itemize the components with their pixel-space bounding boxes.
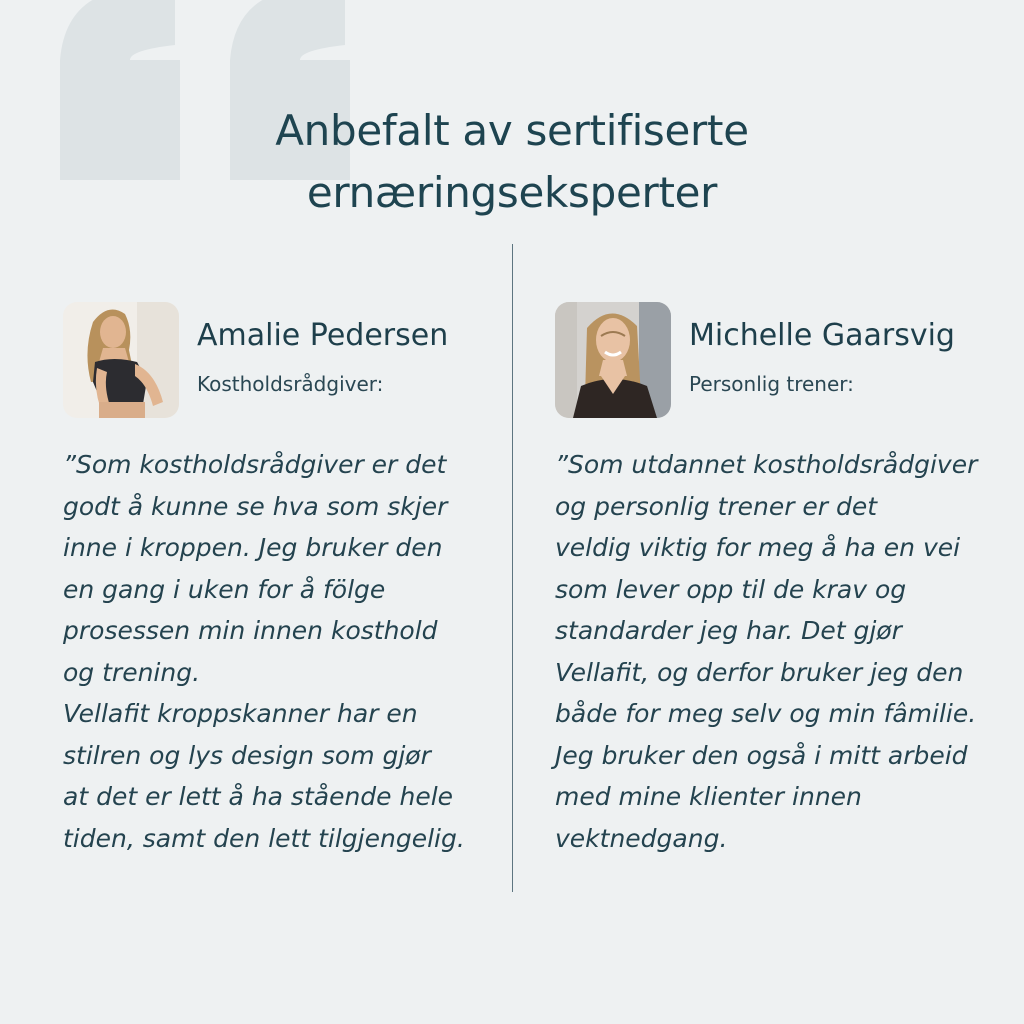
page-title-line-1: Anbefalt av sertifiserte [275,106,749,156]
testimonial-quote: ”Som utdannet kostholdsrådgiver og personlig trener er det veldig viktig for meg å ha en vei som lever opp til de krav og standarder jeg har. Det gjør Vellafit, og derfor bruker jeg den både for meg selv og min fâmilie. Jeg bruker den også i mitt arbeid med mine klienter innen vektnedgang. [555,450,978,853]
testimonial-quote: ”Som kostholdsrådgiver er det godt å kunne se hva som skjer inne i kroppen. Jeg bruker den en gang i uken for å fölge prosessen min innen kosthold og trening. Vellafit kroppskanner har en stilren og lys design som gjør at det er lett å ha stående hele tiden, samt den lett tilgjengelig. [63,450,465,853]
page-title-line-2: ernæringseksperter [306,168,718,218]
person-role: Kostholdsrådgiver: [197,372,384,396]
person-name: Michelle Gaarsvig [689,318,955,353]
avatar [555,302,671,418]
page-title [0,100,1024,224]
person-role: Personlig trener: [689,372,854,396]
person-name: Amalie Pedersen [197,318,449,353]
avatar [63,302,179,418]
